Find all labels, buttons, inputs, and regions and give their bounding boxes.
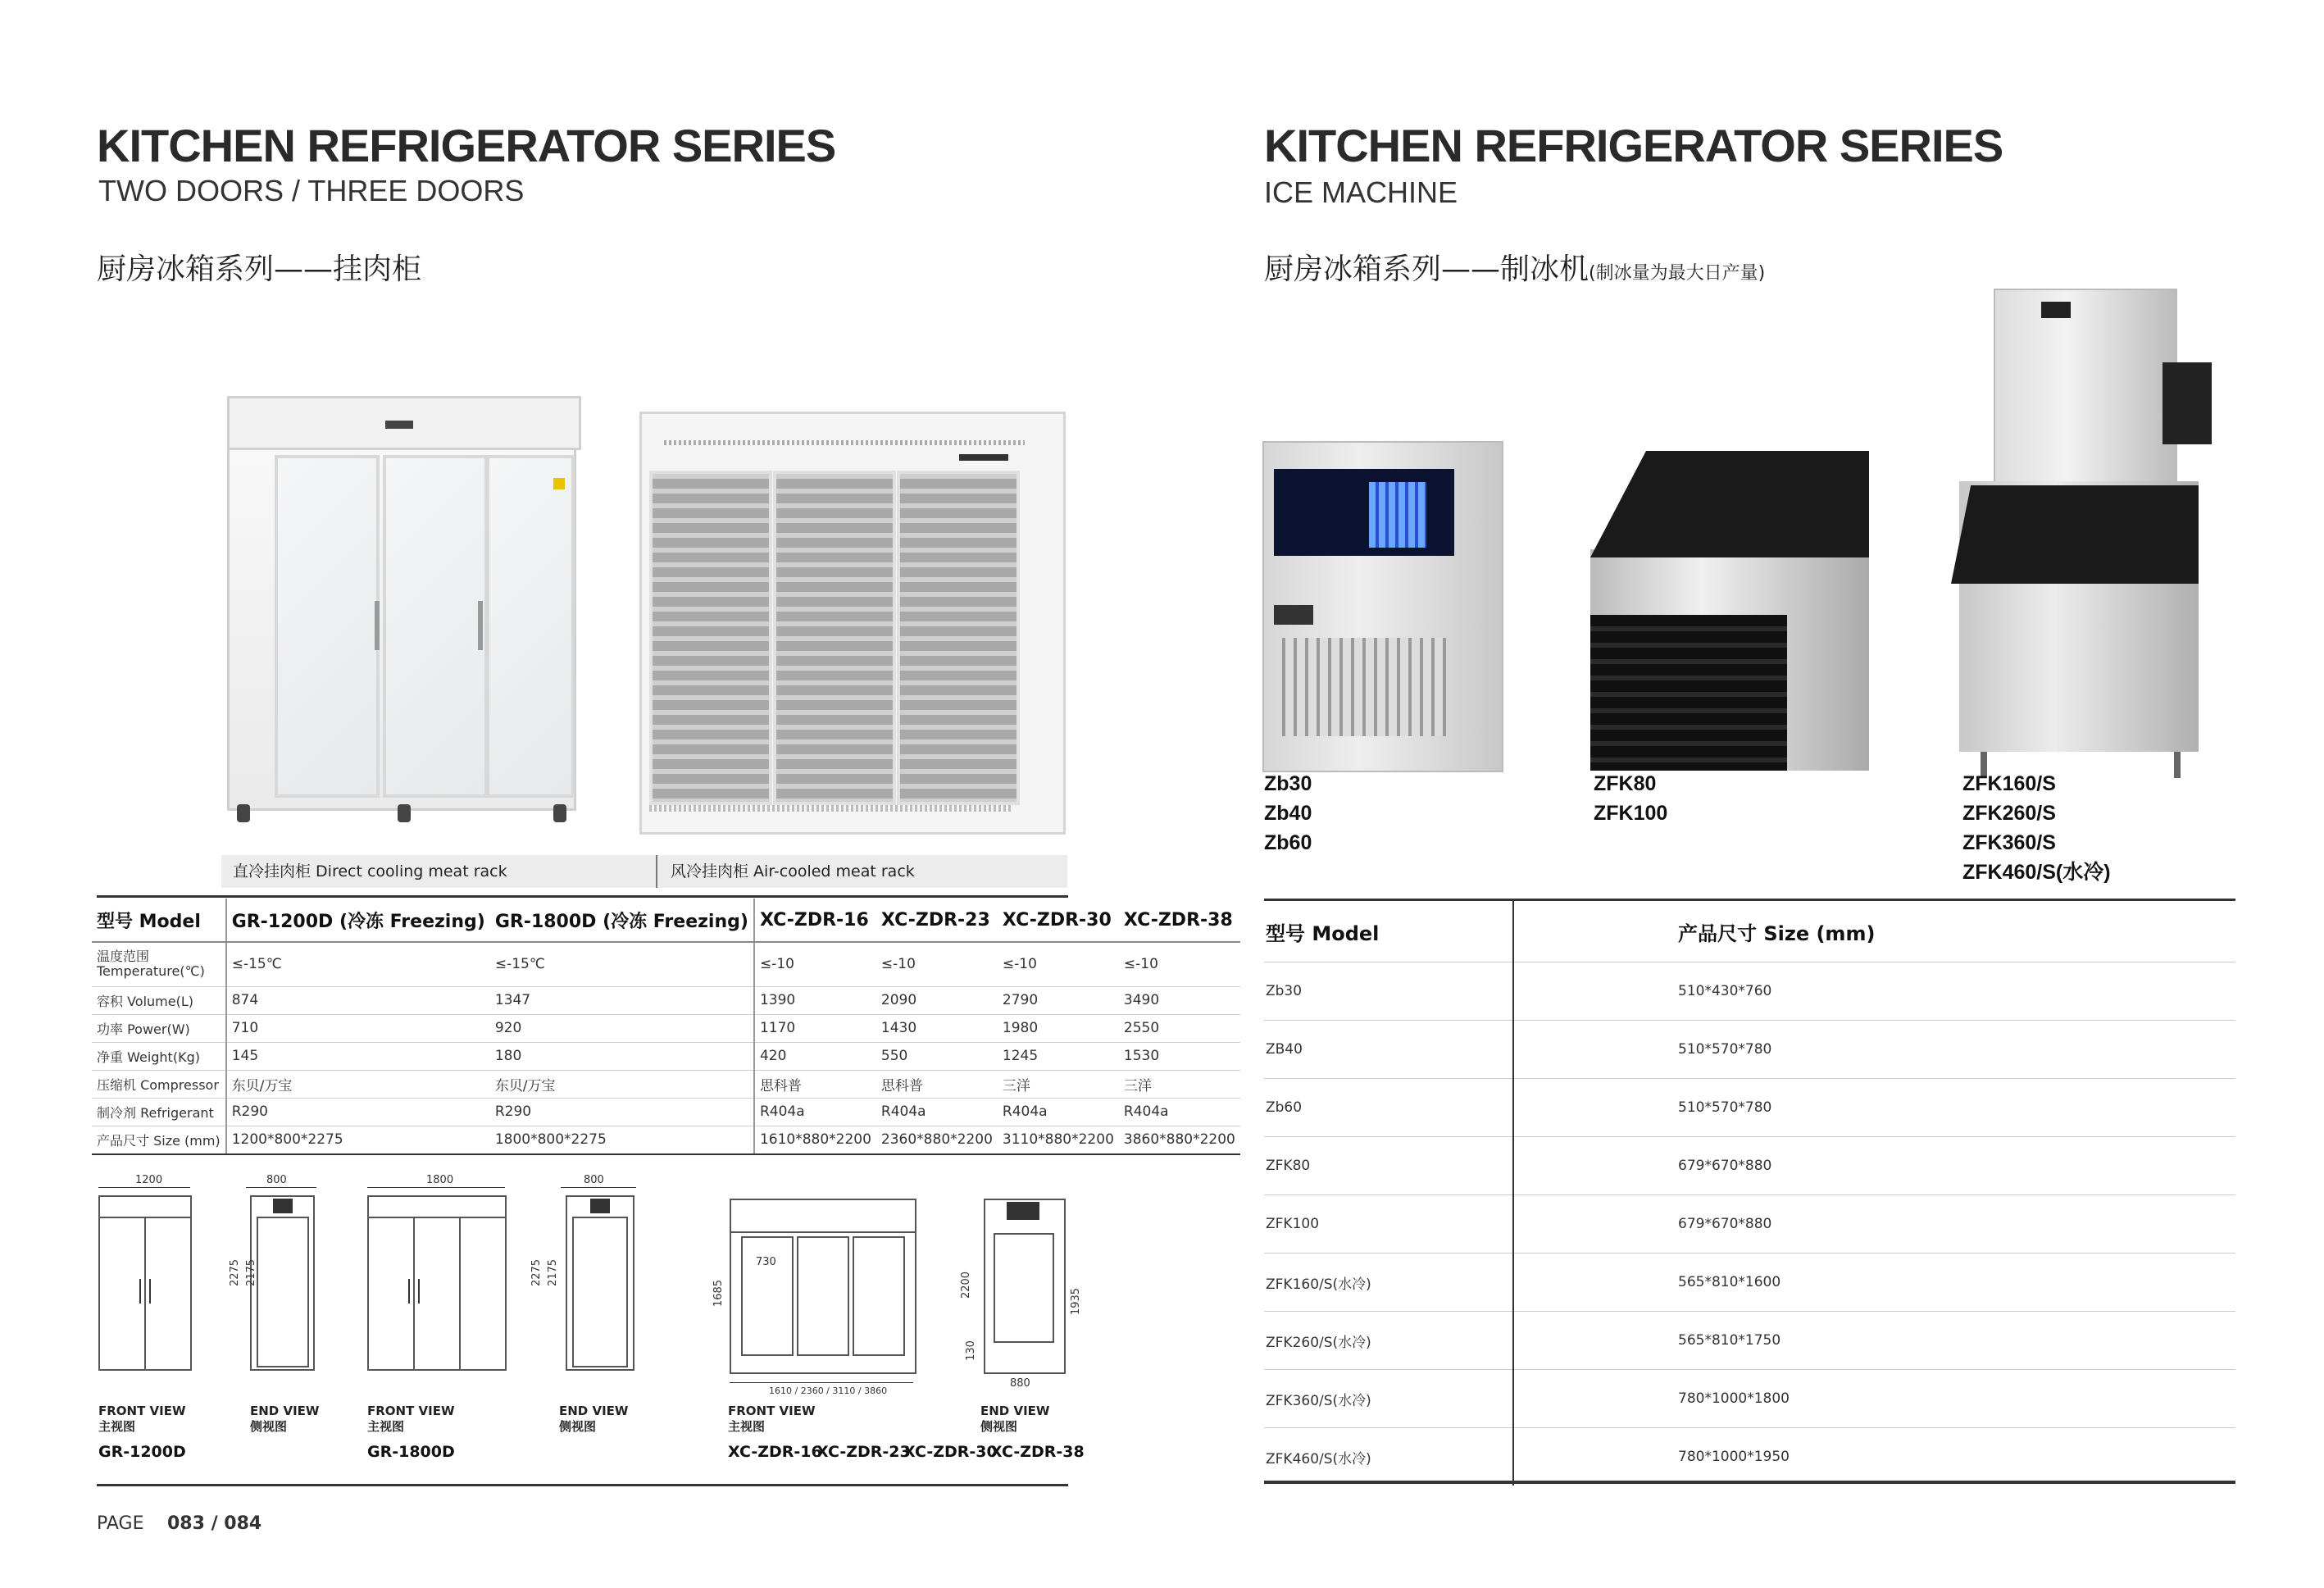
spec-cell: 1170 (754, 1014, 876, 1042)
end-view-text: END VIEW (980, 1404, 1050, 1418)
meat-rack-spec-table (92, 899, 1240, 1155)
front-view-cn-text: 主视图 (728, 1419, 766, 1434)
xc-front-view-label (728, 1404, 816, 1435)
ice-group-zb (1264, 769, 1312, 858)
spec-cell: 2550 (1119, 1014, 1240, 1042)
gr1200-end-drawing (250, 1195, 315, 1371)
spec-row-power (92, 1014, 1240, 1042)
dim-gr1800-depth: 800 (584, 1174, 604, 1186)
ice-machine-zfk-s-image (1951, 289, 2222, 780)
air-cooled-meat-rack-image (639, 412, 1066, 838)
spec-cell: ≤-10 (754, 942, 876, 986)
right-title: KITCHEN REFRIGERATOR SERIES (1264, 120, 2003, 171)
dim-gr1200-depth: 800 (266, 1174, 287, 1186)
model-label-xc38: XC-ZDR-38 (990, 1443, 1085, 1461)
ice-header-model: 型号 Model (1264, 901, 1513, 962)
spec-cell: R290 (490, 1098, 754, 1126)
spec-cell: 3860*880*2200 (1119, 1126, 1240, 1154)
spec-header-model: 型号 Model (92, 899, 226, 942)
xc-zdr-end-drawing (984, 1199, 1066, 1374)
spec-label: 制冷剂 Refrigerant (92, 1098, 226, 1126)
spec-cell: 145 (226, 1042, 490, 1070)
spec-cell: ≤-10 (876, 942, 998, 986)
dim-gr1200-height: 2275 (229, 1258, 242, 1287)
spec-cell: 3490 (1119, 986, 1240, 1014)
ice-model-label: Zb40 (1264, 802, 1312, 825)
gr1200-front-view-label (98, 1404, 186, 1435)
table-row (1264, 1079, 2235, 1137)
table-row (1264, 1195, 2235, 1254)
spec-cell: 1390 (754, 986, 876, 1014)
spec-cell: 三洋 (1119, 1070, 1240, 1098)
table-row (1264, 1254, 2235, 1312)
spec-label: 功率 Power(W) (92, 1014, 226, 1042)
spec-cell: 思科普 (876, 1070, 998, 1098)
spec-cell: 1200*800*2275 (226, 1126, 490, 1154)
ice-header-row (1264, 901, 2235, 962)
spec-cell: R404a (754, 1098, 876, 1126)
spec-row-size (92, 1126, 1240, 1154)
ice-cell-size: 780*1000*1950 (1678, 1449, 1790, 1465)
spec-label: 温度范围 Temperature(℃) (92, 942, 226, 986)
table-row (1264, 962, 2235, 1021)
end-view-cn-text: 侧视图 (559, 1419, 597, 1434)
ice-cell-model: ZFK100 (1264, 1195, 1513, 1254)
ice-cell-model: ZB40 (1264, 1021, 1513, 1079)
spec-cell: 920 (490, 1014, 754, 1042)
ice-model-label: ZFK100 (1594, 802, 1668, 825)
spec-cell: 1245 (998, 1042, 1119, 1070)
spec-cell: 550 (876, 1042, 998, 1070)
table-row (1264, 1312, 2235, 1370)
model-label-gr1200d: GR-1200D (98, 1443, 186, 1461)
left-cn-title: 厨房冰箱系列——挂肉柜 (97, 253, 422, 286)
front-view-cn-text: 主视图 (367, 1419, 405, 1434)
spec-header-gr1800d: GR-1800D (冷冻 Freezing) (490, 899, 754, 942)
ice-machine-size-table (1264, 901, 2235, 1486)
right-cn-title (1264, 246, 1765, 288)
spec-cell: 420 (754, 1042, 876, 1070)
page-label: PAGE (97, 1513, 144, 1534)
dim-xc-door-height: 1685 (712, 1279, 725, 1308)
table-row (1264, 1137, 2235, 1195)
front-view-text: FRONT VIEW (367, 1404, 455, 1418)
ice-group-zfk (1594, 769, 1667, 828)
ice-cell-size: 510*570*780 (1513, 1021, 2235, 1079)
spec-cell: 2360*880*2200 (876, 1126, 998, 1154)
right-cn-note: (制冰量为最大日产量) (1589, 263, 1766, 284)
model-label-xc23: XC-ZDR-23 (816, 1443, 911, 1461)
left-title: KITCHEN REFRIGERATOR SERIES (97, 120, 836, 171)
spec-cell: ≤-15℃ (490, 942, 754, 986)
right-cn-title-text: 厨房冰箱系列——制冰机 (1264, 253, 1590, 286)
spec-header-xc16: XC-ZDR-16 (754, 899, 876, 942)
ice-cell-model: ZFK80 (1264, 1137, 1513, 1195)
ice-cell-size: 565*810*1750 (1513, 1312, 2235, 1370)
spec-cell: 1347 (490, 986, 754, 1014)
spec-cell: R290 (226, 1098, 490, 1126)
gr1800-end-drawing (566, 1195, 634, 1371)
ice-model-label: Zb30 (1264, 772, 1312, 795)
spec-cell: R404a (876, 1098, 998, 1126)
spec-header-xc38: XC-ZDR-38 (1119, 899, 1240, 942)
dim-xc-door-width: 730 (756, 1256, 776, 1268)
dim-gr1200-inner-height: 2175 (245, 1258, 258, 1287)
gr1200-front-drawing (98, 1195, 192, 1371)
spec-header-xc30: XC-ZDR-30 (998, 899, 1119, 942)
spec-cell: ≤-15℃ (226, 942, 490, 986)
caption-direct-cooling: 直冷挂肉柜 Direct cooling meat rack (221, 855, 661, 888)
ice-cell-model: ZFK360/S(水冷) (1264, 1370, 1513, 1428)
end-view-text: END VIEW (559, 1404, 629, 1418)
table-row (1264, 1021, 2235, 1079)
model-label-xc16: XC-ZDR-16 (728, 1443, 822, 1461)
dim-xc-widths: 1610 / 2360 / 3110 / 3860 (769, 1386, 888, 1396)
spec-header-xc23: XC-ZDR-23 (876, 899, 998, 942)
direct-cooling-meat-rack-image (225, 396, 576, 830)
ice-model-label: ZFK260/S (1962, 802, 2056, 825)
ice-model-label: ZFK160/S (1962, 772, 2056, 795)
ice-cell-model: ZFK160/S(水冷) (1264, 1254, 1513, 1312)
spec-row-temperature (92, 942, 1240, 986)
ice-machine-zfk-image (1590, 443, 1869, 779)
dim-xc-depth: 880 (1010, 1377, 1030, 1390)
dim-gr1800-inner-height: 2175 (547, 1258, 560, 1287)
spec-cell: 180 (490, 1042, 754, 1070)
ice-cell-model: ZFK260/S(水冷) (1264, 1312, 1513, 1370)
ice-cell-size: 510*430*760 (1513, 962, 2235, 1021)
dim-xc-inner-height: 1935 (1070, 1287, 1083, 1316)
ice-cell-model: ZFK460/S(水冷) (1264, 1428, 1513, 1486)
ice-model-label: ZFK360/S (1962, 831, 2056, 854)
gr1800-end-view-label (559, 1404, 628, 1435)
spec-cell: 思科普 (754, 1070, 876, 1098)
spec-label: 容积 Volume(L) (92, 986, 226, 1014)
right-subtitle: ICE MACHINE (1264, 175, 1458, 209)
table-row (1264, 1370, 2235, 1428)
ice-cell-size: 510*570*780 (1513, 1079, 2235, 1137)
dim-xc-height: 2200 (960, 1271, 973, 1299)
ice-header-size: 产品尺寸 Size (mm) (1513, 901, 2235, 962)
front-view-text: FRONT VIEW (98, 1404, 186, 1418)
spec-row-volume (92, 986, 1240, 1014)
dim-gr1200-width: 1200 (135, 1174, 163, 1186)
spec-cell: 东贝/万宝 (490, 1070, 754, 1098)
spec-cell: 1430 (876, 1014, 998, 1042)
caption-air-cooled: 风冷挂肉柜 Air-cooled meat rack (659, 855, 1067, 888)
spec-cell: 3110*880*2200 (998, 1126, 1119, 1154)
table-row (1264, 1428, 2235, 1486)
model-label-gr1800d: GR-1800D (367, 1443, 455, 1461)
spec-header-row (92, 899, 1240, 942)
spec-cell: R404a (1119, 1098, 1240, 1126)
gr1200-end-view-label (250, 1404, 319, 1435)
ice-model-label: Zb60 (1264, 831, 1312, 854)
ice-group-zfk-s (1962, 769, 2111, 887)
page-numbers: 083 / 084 (167, 1513, 262, 1534)
dim-gr1800-height: 2275 (530, 1258, 543, 1287)
spec-row-weight (92, 1042, 1240, 1070)
spec-cell: ≤-10 (998, 942, 1119, 986)
ice-cell-model: Zb60 (1264, 1079, 1513, 1137)
ice-model-label: ZFK80 (1594, 772, 1657, 795)
ice-cell-size: 780*1000*1800 (1513, 1370, 2235, 1428)
gr1800-front-drawing (367, 1195, 507, 1371)
spec-cell: 1800*800*2275 (490, 1126, 754, 1154)
model-label-xc30: XC-ZDR-30 (903, 1443, 998, 1461)
spec-cell: 1980 (998, 1014, 1119, 1042)
ice-cell-size: 679*670*880 (1513, 1195, 2235, 1254)
spec-label: 压缩机 Compressor (92, 1070, 226, 1098)
spec-cell: ≤-10 (1119, 942, 1240, 986)
ice-cell-size: 679*670*880 (1513, 1137, 2235, 1195)
gr1800-front-view-label (367, 1404, 455, 1435)
left-subtitle: TWO DOORS / THREE DOORS (98, 174, 525, 207)
spec-cell: 1530 (1119, 1042, 1240, 1070)
spec-cell: 710 (226, 1014, 490, 1042)
end-view-text: END VIEW (250, 1404, 320, 1418)
xc-end-view-label (980, 1404, 1049, 1435)
spec-label: 产品尺寸 Size (mm) (92, 1126, 226, 1154)
ice-model-label: ZFK460/S(水冷) (1962, 861, 2111, 884)
end-view-cn-text: 侧视图 (980, 1419, 1018, 1434)
dim-xc-base: 130 (964, 1340, 977, 1361)
xc-zdr-front-drawing (730, 1199, 916, 1374)
spec-cell: R404a (998, 1098, 1119, 1126)
spec-cell: 三洋 (998, 1070, 1119, 1098)
ice-machine-zb-image (1262, 433, 1508, 777)
spec-cell: 东贝/万宝 (226, 1070, 490, 1098)
end-view-cn-text: 侧视图 (250, 1419, 288, 1434)
spec-cell: 2790 (998, 986, 1119, 1014)
front-view-cn-text: 主视图 (98, 1419, 136, 1434)
ice-cell-size: 565*810*1600 (1513, 1254, 2235, 1312)
ice-cell-model: Zb30 (1264, 962, 1513, 1021)
spec-header-gr1200d: GR-1200D (冷冻 Freezing) (226, 899, 490, 942)
spec-row-compressor (92, 1070, 1240, 1098)
dim-gr1800-width: 1800 (426, 1174, 454, 1186)
front-view-text: FRONT VIEW (728, 1404, 816, 1418)
spec-cell: 2090 (876, 986, 998, 1014)
spec-cell: 874 (226, 986, 490, 1014)
spec-cell: 1610*880*2200 (754, 1126, 876, 1154)
spec-row-refrigerant (92, 1098, 1240, 1126)
spec-label: 净重 Weight(Kg) (92, 1042, 226, 1070)
